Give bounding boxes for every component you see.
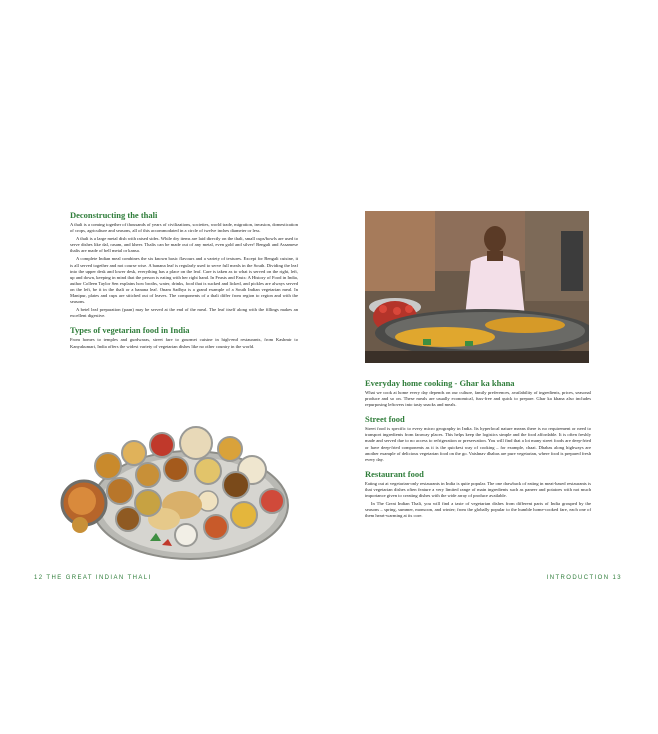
paragraph: From homes to temples and gurdwaras, street fare to gourmet cuisine in high-end restaurants, from Kashmir to Kanyakumari, India offers the widest variety of vegetarian dishes like no other country in the world.: [70, 337, 298, 349]
left-page-footer: 12 THE GREAT INDIAN THALI: [34, 575, 152, 581]
thali-platter-image: [58, 423, 290, 563]
section-restaurant-food: [365, 469, 591, 520]
section-types-vegetarian-food: [70, 325, 298, 349]
street-food-vendor-photo: [365, 211, 589, 363]
section-heading: Street food: [365, 414, 405, 425]
section-deconstructing-thali: [70, 210, 298, 319]
section-home-cooking: [365, 378, 591, 408]
paragraph: A thali is a coming together of thousands of years of civilizations, societies, world trade, migration, invasion, domestication of crops, agriculture and seasons, all of this accommodated in a circle of twelve inches diameter or less.: [70, 222, 298, 234]
right-page-footer: INTRODUCTION 13: [546, 575, 622, 581]
paragraph: A betel leaf preparation (paan) may be served at the end of the meal. The leaf itself along with the fillings makes an excellent digestive.: [70, 307, 298, 319]
section-heading: Deconstructing the thali: [70, 210, 158, 220]
paragraph: In The Great Indian Thali, you will find a taste of vegetarian dishes from different parts of India grouped by the seasons – spring, summer, monsoon, and winter; from the globally popular to the humble home-cooked fare, each one of them heart-warming at its core.: [365, 501, 591, 519]
paragraph: Eating out at vegetarian-only restaurants in India is quite popular. The one drawback of eating in meat-based restaurants is that vegetarian dishes often feature a very limited range of main ingredients such as paneer and potatoes with not much importance given to creating dishes with the wide array of produce available.: [365, 480, 591, 499]
paragraph: A thali is a large metal dish with raised sides. While dry items are laid directly on the thali, small cups/bowls are used to serve dishes like dal, rasam, and kheer. Thalis can be made out of any metal, even gold and silver! Bengali and Assamese thalis are made of bell metal or kansa.: [70, 236, 298, 254]
section-heading: Restaurant food: [365, 468, 424, 479]
right-page-column: [365, 378, 591, 525]
section-heading: Everyday home cooking - Ghar ka khana: [365, 378, 515, 388]
paragraph: A complete Indian meal combines the six known basic flavours and a variety of textures. Except for Bengali cuisine, it is all served together and not course wise. A banana leaf is regularly used to serve full meals in the South. Dividing the leaf into the upper desk and lower desk, everything has a place on the leaf. Care is taken as to what is served on the right, left, up and down, keeping in mind that the person is eating with her right hand. In Feasts and Fasts: A History of Food in India, author Colleen Taylor Sen explains how broths, water, drinks, food that is sucked and licked, and pickles are always served on the left, be it in the thali or a banana leaf. Onam Sadhya is a grand example of a South Indian vegetarian meal. In Manipur, plates and cups are stitched out of leaves. The components of a thali differ from region to region and with the seasons.: [70, 256, 298, 305]
section-heading: Types of vegetarian food in India: [70, 325, 190, 336]
paragraph: What we cook at home every day depends on our culture, family preferences, availability of ingredients, prices, seasonal produce and so on. These meals are usually economical, fuss-free and quick to prepare. Ghar ka khana also includes repurposing leftovers into tasty snacks and meals.: [365, 390, 591, 408]
left-page-column: [70, 210, 298, 356]
paragraph: Street food is specific to every micro geography in India. Its hyperlocal nature means there is no requirement or need to transport ingredients from faraway places. This helps keep the logistics simple and the food affordable. It is often freshly made and served due to no access to refrigeration or preservation. You will find that a lot many street foods are deep-fried or have deep-fried components as it is the quickest way of cooking – for example, chaat. Dhabas along highways are another example of delicious vegetarian food on the go. Vaishnav dhabas are pure vegetarian, where food is prepared fresh every day.: [365, 426, 591, 462]
section-street-food: [365, 414, 591, 463]
